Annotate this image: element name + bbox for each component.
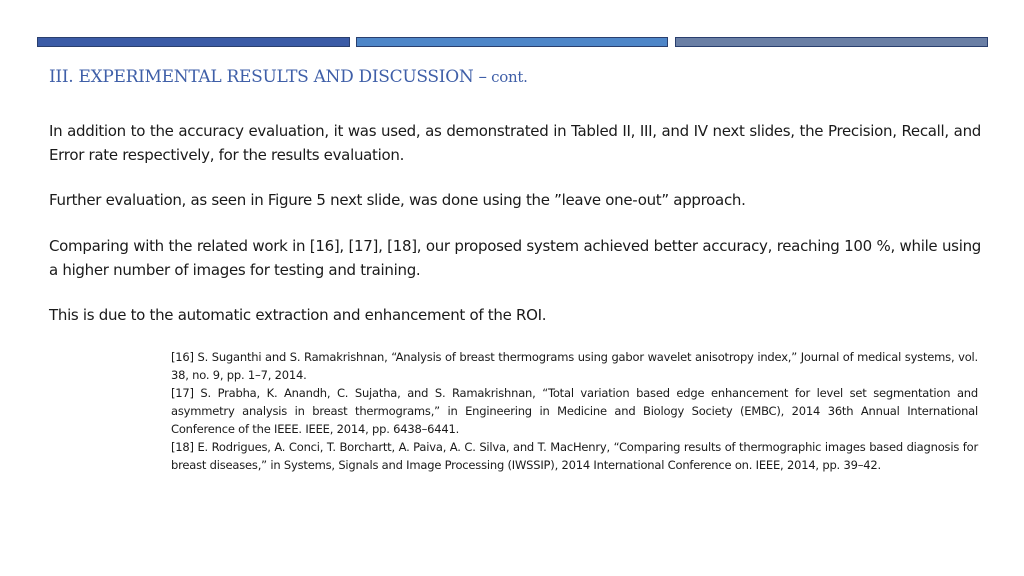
slide-title xyxy=(49,67,528,87)
body-paragraph-1: In addition to the accuracy evaluation, it was used, as demonstrated in Tabled II, III, and IV next slides, the Precision, Recall, and Error rate respectively, for the results evaluation. xyxy=(49,122,981,164)
header-bar-right xyxy=(675,37,988,47)
reference-18: [18] E. Rodrigues, A. Conci, T. Borchartt, A. Paiva, A. C. Silva, and T. MacHenry, “Comparing results of thermographic images based diagnosis for breast diseases,” in Systems, Signals and Image Processing (IWSSIP), 2014 International Conference on. IEEE, 2014, pp. 39–42. xyxy=(171,440,978,472)
slide-title-suffix: cont. xyxy=(486,68,528,86)
slide-title-main: III. EXPERIMENTAL RESULTS AND DISCUSSION – xyxy=(49,67,487,87)
references-list xyxy=(171,348,978,474)
reference-16: [16] S. Suganthi and S. Ramakrishnan, “Analysis of breast thermograms using gabor wavelet anisotropy index,” Journal of medical systems, vol. 38, no. 9, pp. 1–7, 2014. xyxy=(171,350,978,382)
body-paragraph-4: This is due to the automatic extraction and enhancement of the ROI. xyxy=(49,306,547,324)
body-paragraph-2: Further evaluation, as seen in Figure 5 next slide, was done using the ”leave one-out” approach. xyxy=(49,191,746,209)
header-bar-left xyxy=(37,37,350,47)
reference-17: [17] S. Prabha, K. Anandh, C. Sujatha, and S. Ramakrishnan, “Total variation based edge enhancement for level set segmentation and asymmetry analysis in breast thermograms,” in Engineering in Medicine and Biology Society (EMBC), 2014 36th Annual International Conference of the IEEE. IEEE, 2014, pp. 6438–6441. xyxy=(171,386,978,436)
body-paragraph-3: Comparing with the related work in [16], [17], [18], our proposed system achieved better accuracy, reaching 100 %, while using a higher number of images for testing and training. xyxy=(49,237,981,279)
header-bar-middle xyxy=(356,37,668,47)
header-decoration-bars xyxy=(37,37,988,47)
